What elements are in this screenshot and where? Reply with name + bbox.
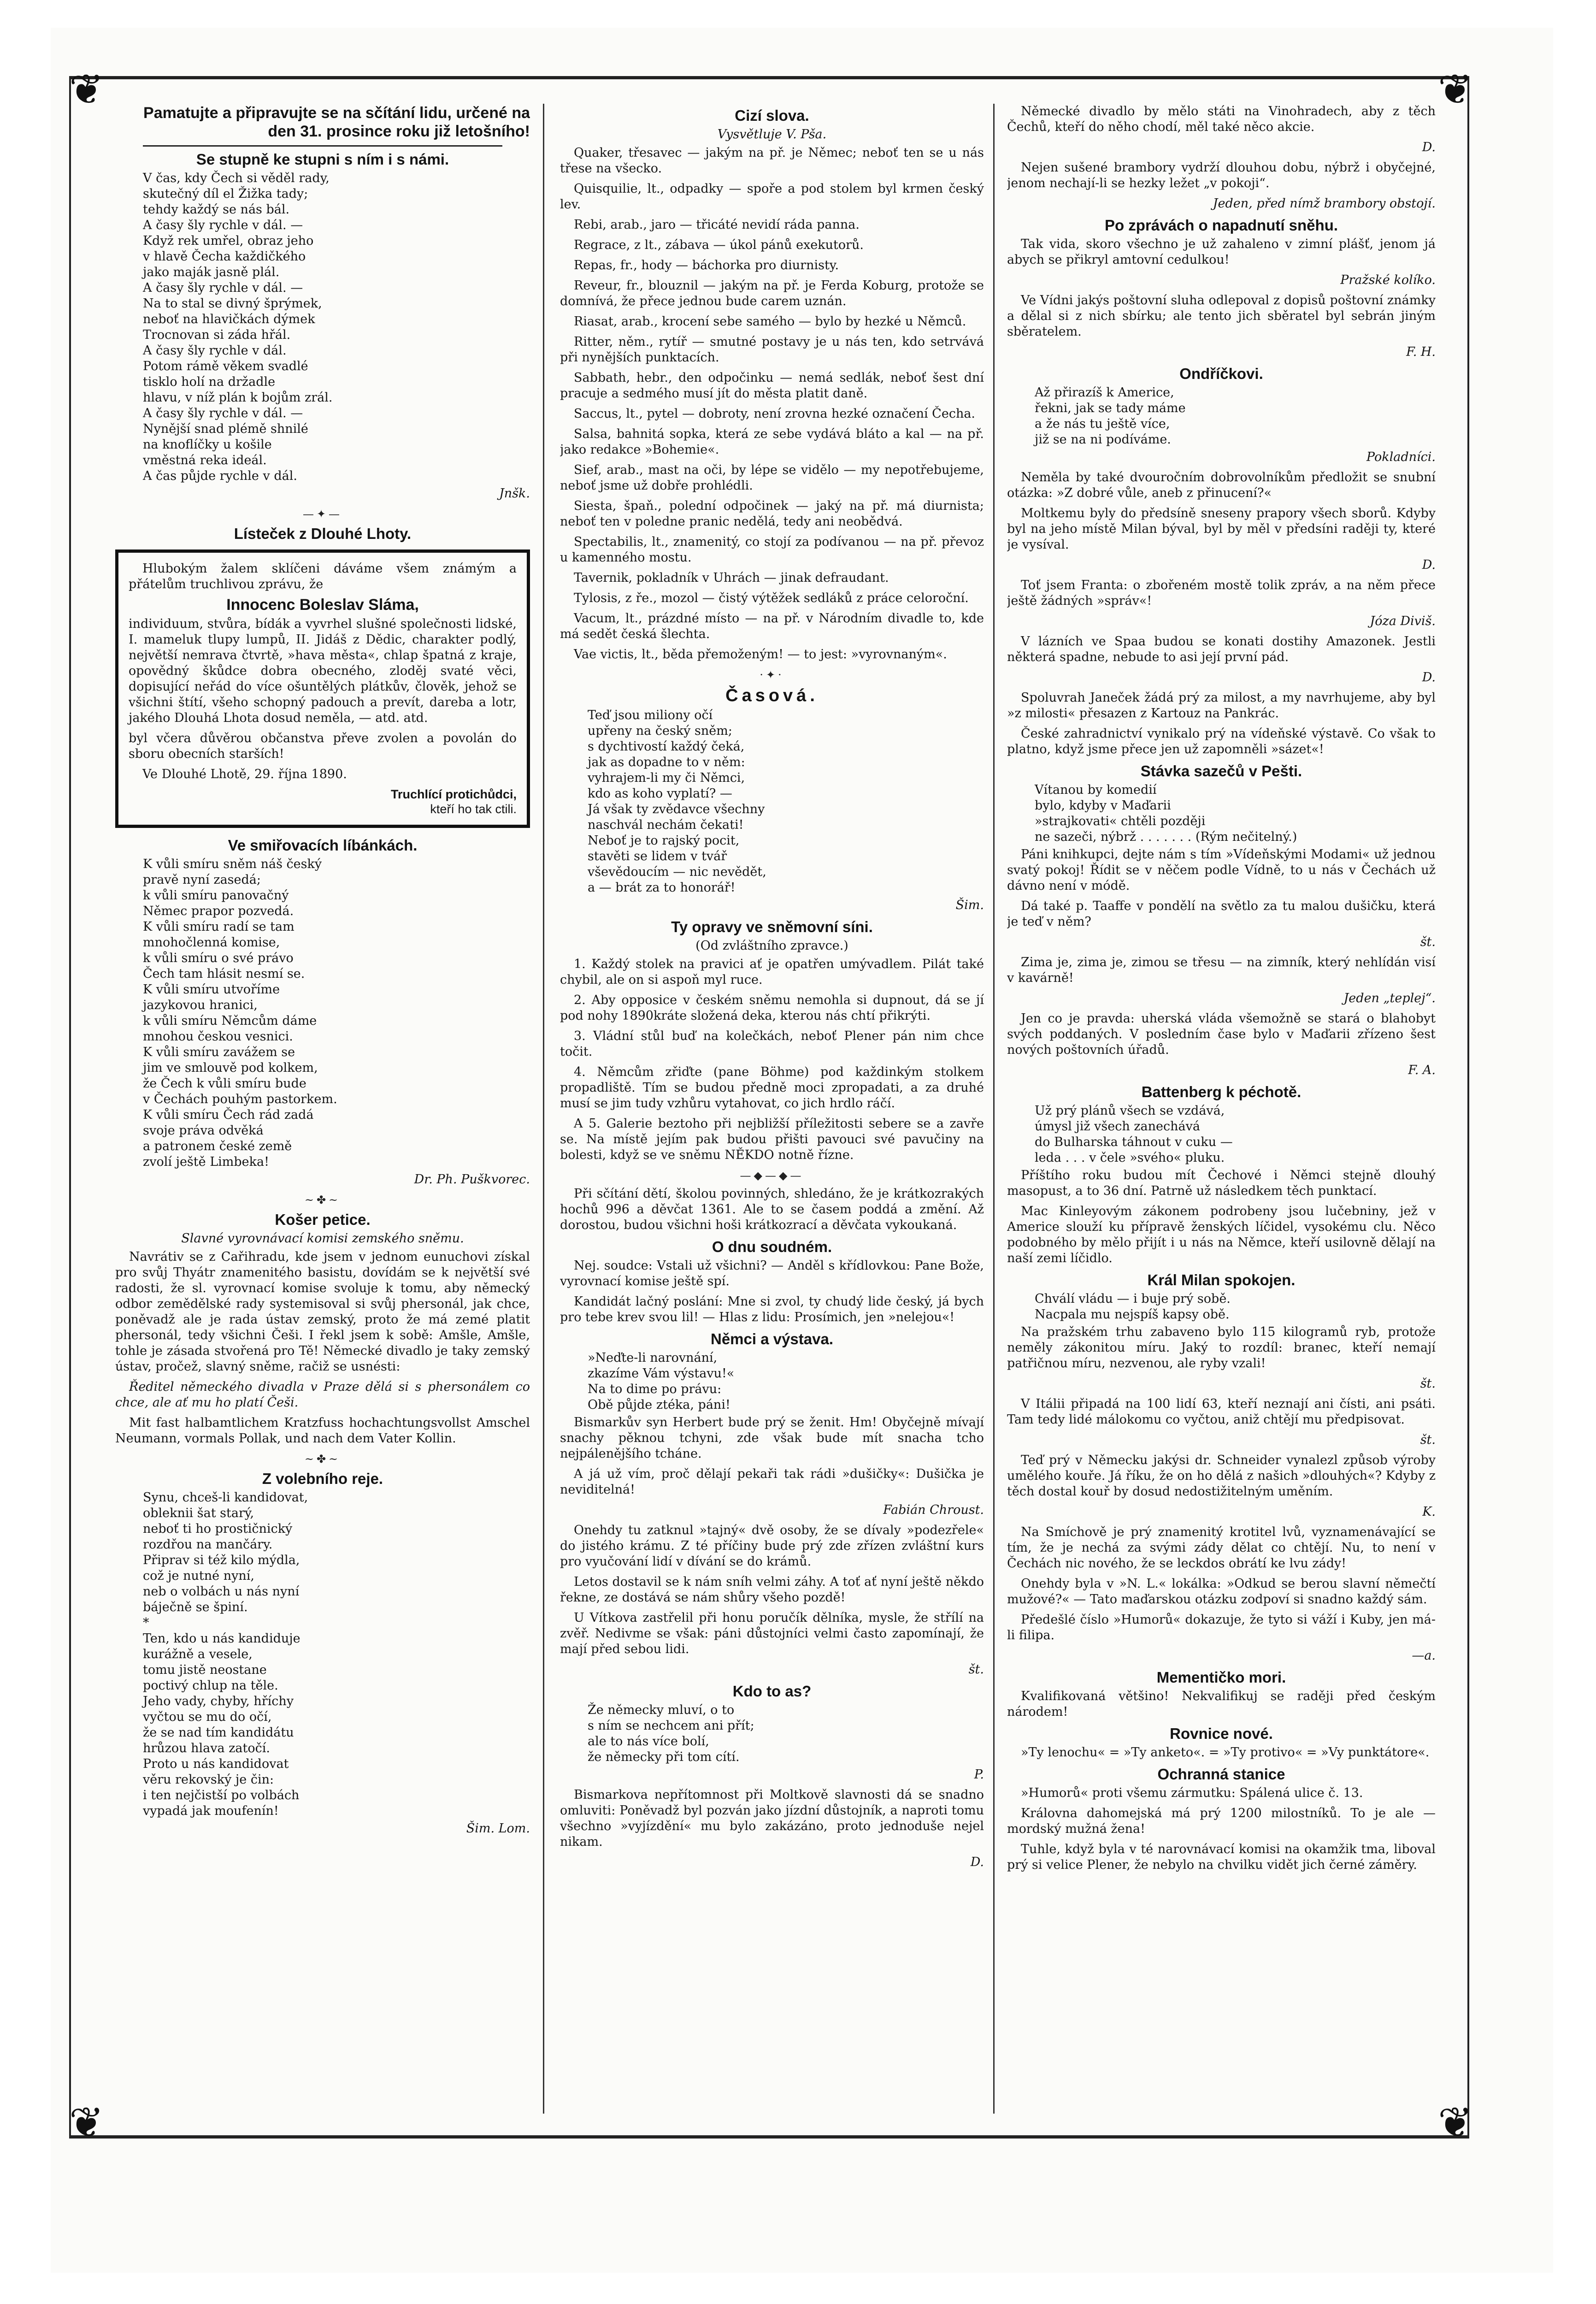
article-signature: D. xyxy=(1422,558,1436,572)
poem-title: Časová. xyxy=(725,686,819,705)
divider xyxy=(143,145,502,147)
poem-text: Už prý plánů všech se vzdává, úmysl již všech zanechává do Bulharska táhnout v cuku — leda . . . v čele »svého« pluku. xyxy=(1035,1104,1233,1165)
separator: ~✤~ xyxy=(304,1193,341,1206)
poem-text: Vítanou by komedií bylo, kdyby v Maďarii »strajkovati« chtěli později ne sazeči, nýbrž . . . . . . . (Rým nečitelný.) xyxy=(1035,783,1297,844)
article-signature: Jeden, před nímž brambory obstojí. xyxy=(1213,196,1436,211)
glossary-entry: Saccus, lt., pytel — dobroty, není zrovna hezké označení Čecha. xyxy=(574,407,976,421)
poem-text: Že německy mluví, o to s ním se nechcem ani přít; ale to nás více bolí, že německy při tom cítí. xyxy=(588,1703,754,1764)
article-text: Při sčítání dětí, školou povinných, shledáno, že je krátkozrakých hochů 996 a děvčat 1361. Ale to se časem poddá a změní. Až dorostou, budou všichni hoši krátkozrací a děvčata vykoukaná. xyxy=(560,1187,984,1232)
article-signature: —a. xyxy=(1412,1648,1436,1663)
poem-text: Až přirazíš k Americe, řekni, jak se tady máme a že nás tu ještě více, již se na ni podíváme. xyxy=(1035,385,1186,447)
glossary-entry: Rebi, arab., jaro — třicáté nevidí ráda panna. xyxy=(574,218,860,232)
poem-text: »Neďte-li narovnání, zkazíme Vám výstavu!« Na to dime po právu: Obě půjde ztéka, páni! xyxy=(588,1351,735,1412)
article-title: Lísteček z Dlouhé Lhoty. xyxy=(234,525,412,542)
article-subtitle: Vysvětluje V. Pša. xyxy=(717,127,827,142)
glossary-entry: Riasat, arab., krocení sebe samého — bylo by hezké u Němců. xyxy=(574,314,966,329)
obituary-signature-2: kteří ho tak ctili. xyxy=(430,802,517,816)
article-text: Tak vida, skoro všechno je už zahaleno v zimní plášť, jenom já abych se přikryl amtovní cedulkou! xyxy=(1007,237,1436,267)
article-text: Mac Kinleyovým zákonem podrobeny jsou lučebniny, jež v Americe slouží ku přípravě ženských líčidel, vysokému clu. Něco podobného by mělo přijít i u nás na Němce, kteří usilovně dělají na naší zemi líčidlo. xyxy=(1007,1204,1436,1265)
poem-text: Teď jsou miliony očí upřeny na český sněm; s dychtivostí každý čeká, jak as dopadne to v něm: vyhrajem-li my či Němci, kdo as koho vyplatí? — Já však ty zvědavce všechny naschvál nechám čekati! Neboť je to rajský pocit, stavěti se lidem v tvář vševědoucím — nic nevědět, a — brát za to honorář! xyxy=(588,708,766,895)
article-subtitle: Slavné vyrovnávací komisi zemského sněmu. xyxy=(181,1231,464,1246)
obituary-body: individuum, stvůra, bídák a vyvrhel slušné společnosti lidské, I. mameluk tlupy lumpů, II. Jidáš z Dědic, charakter podlý, největší nemrava čtvrtě, »hava města«, chlap špatná z kraje, opovědný škůdce dobra obecného, zloděj svaté věci, dopisující neřád do více ošuntělých plátkův, člověk, jehož se všichni štítí, všeho schopný padouch a prevít, dareba a lotr, jakého Dlouhá Lhota dosud neměla, — atd. atd. xyxy=(129,617,517,725)
article-text: Navrátiv se z Cařihradu, kde jsem v jednom eunuchovi získal pro svůj Thyátr znamenitého basistu, dovídám se k největší své radosti, že sl. vyrovnací komise svoluje k tomu, aby německý odbor zemědělské rady systemisoval si svůj phersonál, jak chce, poněvadž ale je rada ústav zemský, proto že má zemé platit phersonál, tedy všichni Češi. I řekl jsem k sobě: Amšle, Amšle, tohle je zásada stvořená pro Tě! Německé divadlo je taky zemský ústav, pročež, slavný sněme, račiž se usnésti: xyxy=(115,1250,530,1374)
article-text: Onehdy tu zatknul »tajný« dvě osoby, že se dívaly »podezřele« do jistého krámu. Z té příčiny bude prý zde zřízen zvláštní kurs pro vyučování lidí v dívání se do krámů. xyxy=(560,1523,984,1569)
glossary-entry: Reveur, fr., blouznil — jakým na př. je Ferda Koburg, protože se domnívá, že přece jednou bude carem uznán. xyxy=(560,278,984,308)
poem-title: Kdo to as? xyxy=(732,1683,812,1700)
article-signature: D. xyxy=(1422,140,1436,154)
article-text: V Itálii připadá na 100 lidí 63, kteří neznají ani čísti, ani psáti. Tam tedy lidé málokomu co vyčtou, aniž chtějí mu předpisovat. xyxy=(1007,1397,1436,1427)
article-signature: Jeden „teplej“. xyxy=(1343,991,1436,1005)
article-text: Onehdy byla v »N. L.« lokálka: »Odkud se berou slavní němečtí mužové?« — Tato maďarskou otázku zodpoví si snadno každý sám. xyxy=(1007,1577,1436,1607)
article-title: Košer petice. xyxy=(275,1211,371,1228)
article-text: Teď prý v Německu jakýsi dr. Schneider vynalezl způsob výroby umělého kouře. Já říku, že on ho dělá z našich »dlouhých«? Kdyby z těch dostal kouř by dosud nedostižitelným uměním. xyxy=(1007,1453,1436,1499)
poem-signature: Šim. xyxy=(955,898,984,912)
article-text: 4. Němcům zřiďte (pane Böhme) pod každinkým stolkem propadliště. Tím se budou předně moci zpropadati, a za druhé musí se jim tudy vzhůru vytahovat, co jich hrdlo ráčí. xyxy=(560,1065,984,1111)
glossary-entry: Sabbath, hebr., den odpočinku — nemá sedlák, neboť šest dní pracuje a sedmého musí jít do města platit daně. xyxy=(560,371,984,401)
glossary-entry: Sief, arab., mast na oči, by lépe se vidělo — my nepotřebujeme, neboť jsme už dobře prohlédli. xyxy=(560,463,984,493)
article-text: Příštího roku budou mít Čechové i Němci stejně dlouhý masopust, a to 36 dní. Patrně už následkem těch punktací. xyxy=(1007,1168,1436,1198)
article-signature: št. xyxy=(1420,1376,1436,1391)
obituary-intro: Hlubokým žalem sklíčeni dáváme všem známým a přátelům truchlivou zprávu, že xyxy=(129,561,517,591)
article-text: Neměla by také dvouročním dobrovolníkům předložit se snubní otázka: »Z dobré vůle, aneb z přinucení?« xyxy=(1007,470,1436,500)
corner-ornament-bottom-right: ❦ xyxy=(1438,2098,1473,2147)
article-signature: št. xyxy=(968,1662,984,1677)
glossary-entry: Regrace, z lt., zábava — úkol pánů exekutorů. xyxy=(574,238,864,252)
article-text: Spoluvrah Janeček žádá prý za milost, a my navrhujeme, aby byl »z milosti« přesazen z Kartouz na Pankrác. xyxy=(1007,691,1436,721)
article-text: Tuhle, když byla v té narovnávací komisi na okamžik tma, liboval prý si velice Plener, že nebylo na chvilku vidět jich černé záměry. xyxy=(1007,1842,1436,1872)
article-text: Na pražském trhu zabaveno bylo 115 kilogramů ryb, protože neměly zákonitou míru. Jaký to rozdíl: branec, kteří nemají patřičnou míru, nezvenou, ale ryby vzali! xyxy=(1007,1325,1436,1371)
article-text: 2. Aby opposice v českém sněmu nemohla si dupnout, dá se jí pod nohy 1890kráte složená deka, kterou nás chtí přikrýti. xyxy=(560,993,984,1023)
column-left xyxy=(115,104,530,2114)
poem-text: V čas, kdy Čech si věděl rady, skutečný díl el Žižka tady; tehdy každý se nás bál. A časy šly rychle v dál. — Když rek umřel, obraz jeho v hlavě Čecha každičkého jako maják jasně plál. A časy šly rychle v dál. — Na to stal se divný šprýmek, neboť na hlavičkách dýmek Trocnovan si záda hřál. A časy šly rychle v dál. Potom rámě věkem svadlé tisklo holí na držadle hlavu, v níž plán k bojům zrál. A časy šly rychle v dál. — Nynější snad plémě shnilé na knoflíčky u košile vměstná reka ideál. A čas půjde rychle v dál. xyxy=(143,171,333,483)
article-title: O dnu soudném. xyxy=(712,1238,832,1255)
article-text: V lázních ve Spaa budou se konati dostihy Amazonek. Jestli některá spadne, nebude to asi její první pád. xyxy=(1007,634,1436,664)
article-text: Nej. soudce: Vstali už všichni? — Anděl s křídlovkou: Pane Bože, vyrovnací komise ještě spí. xyxy=(560,1258,984,1288)
article-title: Cizí slova. xyxy=(735,107,809,124)
separator: ·✦· xyxy=(760,668,784,681)
article-signature: št. xyxy=(1420,1433,1436,1447)
article-title: Po zprávách o napadnutí sněhu. xyxy=(1104,217,1338,234)
glossary-entry: Spectabilis, lt., znamenitý, co stojí za podívanou — na př. převoz u kamenného mostu. xyxy=(560,535,984,565)
column-rule-1 xyxy=(543,104,544,2114)
article-text: Zima je, zima je, zimou se třesu — na zimník, který nehlídán visí v kavárně! xyxy=(1007,955,1436,985)
article-signature: Pražské kolíko. xyxy=(1340,273,1436,287)
article-signature: št. xyxy=(1420,935,1436,949)
poem-signature: P. xyxy=(974,1767,984,1782)
article-text: Ve Vídni jakýs poštovní sluha odlepoval z dopisů poštovní známky a dělal si z nich sbírku; ale tento jich sběratel byl sebrán jiným sběratelem. xyxy=(1007,293,1436,339)
poem-signature: Pokladníci. xyxy=(1366,450,1436,464)
article-title: Ochranná stanice xyxy=(1157,1766,1285,1783)
poem-title: Se stupně ke stupni s ním i s námi. xyxy=(196,151,449,168)
separator: ~✤~ xyxy=(304,1453,341,1465)
article-signature: Fabián Chroust. xyxy=(883,1503,984,1517)
article-text: »Humorů« proti všemu zármutku: Spálená ulice č. 13. xyxy=(1021,1786,1363,1800)
poem-signature: Šim. Lom. xyxy=(466,1821,530,1836)
article-text: A 5. Galerie beztoho při nejbližší příležitosti sebere se a zavře se. Na místě jejím pak budou přišti pavouci své pavučiny na bolesti, když se ve sněmu NĚKDO notně řízne. xyxy=(560,1117,984,1162)
glossary-entry: Tylosis, z ře., mozol — čistý výtěžek sedláků z práce celoroční. xyxy=(574,591,969,605)
obituary-box xyxy=(115,549,530,828)
glossary-entry: Vae victis, lt., běda přemoženým! — to jest: »vyrovnaným«. xyxy=(574,647,947,662)
poem-text: Chválí vládu — i buje prý sobě. Nacpala mu nejspíš kapsy obě. xyxy=(1035,1292,1231,1322)
column-right xyxy=(1007,104,1436,2114)
article-text: Královna dahomejská má prý 1200 milostníků. To je ale — mordský mužná žena! xyxy=(1007,1806,1436,1836)
article-signature: D. xyxy=(1422,670,1436,685)
article-text: Předešlé číslo »Humorů« dokazuje, že tyto si váží i Kuby, jen má-li filipa. xyxy=(1007,1613,1436,1642)
glossary-entry: Siesta, špaň., polední odpočinek — jaký na př. má diurnista; neboť ten v poledne pranic nedělá, tedy ani neobědvá. xyxy=(560,499,984,529)
article-text: Dá také p. Taaffe v pondělí na světlo za tu malou dušičku, která je teď v něm? xyxy=(1007,899,1436,929)
glossary-entry: Ritter, něm., rytíř — smutné postavy je u nás ten, kdo setrvává při nynějších punktacích. xyxy=(560,335,984,365)
article-text: 3. Vládní stůl buď na kolečkách, neboť Plener pán nim chce točit. xyxy=(560,1029,984,1059)
article-text: Toť jsem Franta: o zbořeném mostě tolik zpráv, a na něm přece ještě žádných »správ«! xyxy=(1007,578,1436,608)
poem-title: Battenberg k péchotě. xyxy=(1141,1083,1302,1100)
glossary-entry: Salsa, bahnitá sopka, která ze sebe vydává bláto a kal — na př. jako redakce »Bohemie«. xyxy=(560,427,984,457)
poem-text: Synu, chceš-li kandidovat, obleknii šat starý, neboť ti ho prostičnický rozdřou na mančáry. Připrav si též kilo mýdla, což je nutné nyní, neb o volbách u nás nyní báječně se špiní. * Ten, kdo u nás kandiduje kurážně a vesele, tomu jistě neostane poctivý chlup na těle. Jeho vady, chyby, hříchy vyčtou se mu do očí, že se nad tím kandidátu hrůzou hlava zatočí. Proto u nás kandidovat věru rekovský je čin: i ten nejčistší po volbách vypadá jak moufenín! xyxy=(143,1490,308,1818)
article-text: Bismarkův syn Herbert bude prý se ženit. Hm! Obyčejně mívají snachy pěknou tchyni, zde však bude mít snacha tcho nejpálenějšího tcháne. xyxy=(560,1415,984,1461)
article-text: Ředitel německého divadla v Praze dělá si s phersonálem co chce, ale ať mu ho platí Češi. xyxy=(115,1380,530,1410)
obituary-body-2: byl včera důvěrou občanstva převe zvolen a povolán do sboru obecních starších! xyxy=(129,731,517,761)
obituary-name: Innocenc Boleslav Sláma, xyxy=(226,596,419,614)
article-text: Německé divadlo by mělo státi na Vinohradech, aby z těch Čechů, kteří do něho chodí, měl také něco akcie. xyxy=(1007,104,1436,134)
poem-title: Ondříčkovi. xyxy=(1179,365,1263,382)
glossary-entry: Repas, fr., hody — báchorka pro diurnisty. xyxy=(574,258,839,272)
glossary-entry: Vacum, lt., prázdné místo — na př. v Národním divadle to, kde má sedět česká šlechta. xyxy=(560,611,984,641)
article-text: 1. Každý stolek na pravici ať je opatřen umývadlem. Pilát také chybil, ale on si aspoň myl ruce. xyxy=(560,957,984,987)
glossary-entry: Quaker, třesavec — jakým na př. je Němec; neboť ten se u nás třese na všecko. xyxy=(560,146,984,176)
article-text: Kvalifikovaná většino! Nekvalifikuj se raději před českým národem! xyxy=(1007,1689,1436,1719)
obituary-signature: Truchlící protichůdci, xyxy=(390,787,517,801)
article-title: Mementičko mori. xyxy=(1156,1669,1286,1686)
column-middle xyxy=(560,104,984,2114)
poem-signature: Jnšk. xyxy=(499,486,530,501)
separator: —◆—◆— xyxy=(740,1169,804,1182)
article-text: Jen co je pravda: uherská vláda všemožně se stará o blahobyt svých poddaných. V posledním čase bylo v Maďarii zřízeno šest nových poštovních úřadů. xyxy=(1007,1011,1436,1057)
article-text: Bismarkova nepřítomnost při Moltkově slavnosti dá se snadno omluviti: Poněvadž byl pozván jako jízdní důstojník, a naproti tomu všechno »vyjízdění« mu bylo zakázáno, proto jednoduše nejel nikam. xyxy=(560,1788,984,1849)
article-text: Moltkemu byly do předsíně sneseny prapory všech sborů. Kdyby byl na jeho místě Milan býval, byl by měl v předsíni raději ty, které je vysíval. xyxy=(1007,506,1436,552)
article-signature: F. A. xyxy=(1408,1063,1436,1077)
poem-title: Němci a výstava. xyxy=(710,1330,833,1347)
poem-title: Král Milan spokojen. xyxy=(1147,1271,1296,1288)
column-rule-2 xyxy=(993,104,995,2114)
article-text: Kandidát lačný poslání: Mne si zvol, ty chudý lide český, já bych pro tebe krev svou lil! — Hlas z lidu: Prosímich, jen »nelejou«! xyxy=(560,1294,984,1324)
article-text: Na Smíchově je prý znamenitý krotitel lvů, vyznamenávající se tím, že je nechá za svými zády dělat co chtějí. Nu, to není v Čechách nic nového, že se leckdos obrátí ke lvu zády! xyxy=(1007,1525,1436,1571)
glossary-entry: Tavernik, pokladník v Uhrách — jinak defraudant. xyxy=(574,571,889,585)
poem-title: Z volebního reje. xyxy=(262,1470,383,1487)
separator: —✦— xyxy=(302,508,343,520)
article-text: Páni knihkupci, dejte nám s tím »Vídeňskými Modami« už jednou svatý pokoj! Řídit se v něčem podle Vídně, to u nás v Čechách už dávno není v módě. xyxy=(1007,847,1436,893)
article-text: Mit fast halbamtlichem Kratzfuss hochachtungsvollst Amschel Neumann, vormals Pollak, und nach dem Vater Kollin. xyxy=(115,1416,530,1446)
corner-ornament-top-right: ❦ xyxy=(1438,65,1473,114)
poem-title: Ve smiřovacích líbánkách. xyxy=(228,837,418,854)
corner-ornament-top-left: ❦ xyxy=(69,65,104,114)
census-headline: Pamatujte a připravujte se na sčítání lidu, určené na den 31. prosince roku již letošního! xyxy=(143,104,530,140)
article-text: »Ty lenochu« = »Ty anketo«. = »Ty protivo« = »Vy punktátore«. xyxy=(1021,1745,1430,1760)
poem-title: Stávka sazečů v Pešti. xyxy=(1140,762,1302,780)
article-text: Letos dostavil se k nám sníh velmi záhy. A toť ať nyní ještě někdo řekne, ze dostává se nám shůry všeho pozdě! xyxy=(560,1575,984,1605)
article-text: A já už vím, proč dělají pekaři tak rádi »dušičky«: Dušička je neviditelná! xyxy=(560,1467,984,1497)
poem-signature: Dr. Ph. Puškvorec. xyxy=(414,1172,530,1187)
article-title: Ty opravy ve sněmovní síni. xyxy=(671,918,873,935)
article-text: Nejen sušené brambory vydrží dlouhou dobu, nýbrž i obyčejné, jenom nechají-li se hezky ležet „v pokoji“. xyxy=(1007,160,1436,190)
obituary-date: Ve Dlouhé Lhotě, 29. října 1890. xyxy=(142,767,347,781)
article-signature: K. xyxy=(1422,1505,1436,1519)
article-signature: F. H. xyxy=(1406,345,1436,359)
article-signature: Józa Diviš. xyxy=(1370,614,1436,628)
article-subtitle: (Od zvláštního zpravce.) xyxy=(695,939,848,953)
glossary-entry: Quisquilie, lt., odpadky — spoře a pod stolem byl krmen český lev. xyxy=(560,182,984,212)
article-signature: D. xyxy=(970,1855,984,1869)
article-text: U Vítkova zastřelil při honu poručík dělníka, mysle, že střílí na zvěř. Nedivme se však: páni důstojníci velmi často zapomínají, že mají před sebou lidi. xyxy=(560,1611,984,1656)
poem-text: K vůli smíru sněm náš český pravě nyní zasedá; k vůli smíru panovačný Němec prapor pozvedá. K vůli smíru radí se tam mnohočlenná komise, k vůli smíru o své právo Čech tam hlásit nesmí se. K vůli smíru utvoříme jazykovou hranici, k vůli smíru Němcům dáme mnohou českou vesnici. K vůli smíru zavážem se jim ve smlouvě pod kolkem, že Čech k vůli smíru bude v Čechách pouhým pastorkem. K vůli smíru Čech rád zadá svoje práva odvěká a patronem české země zvolí ještě Limbeka! xyxy=(143,857,337,1169)
article-text: České zahradnictví vynikalo prý na vídeňské výstavě. Co však to platno, když jsme přece jen už zapomněli »sázet«! xyxy=(1007,727,1436,756)
article-title: Rovnice nové. xyxy=(1170,1725,1273,1742)
corner-ornament-bottom-left: ❦ xyxy=(69,2098,104,2147)
